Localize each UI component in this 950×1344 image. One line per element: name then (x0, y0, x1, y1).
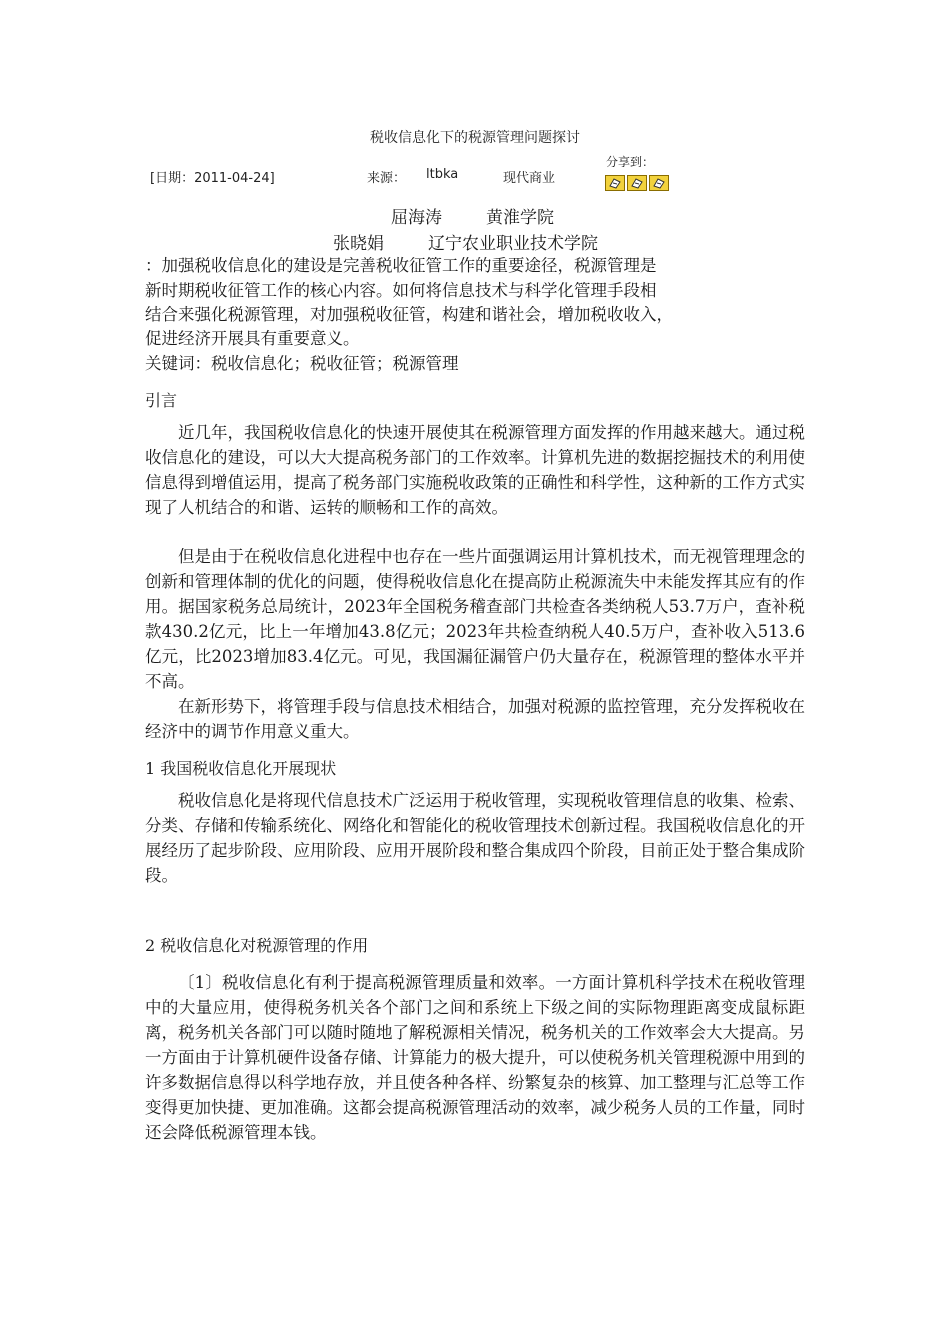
intro-heading: 引言 (145, 391, 178, 410)
abstract-line: 促进经济开展具有重要意义。 (145, 329, 360, 348)
source-value: ltbka (426, 167, 459, 182)
abstract-line: 新时期税收征管工作的核心内容。如何将信息技术与科学化管理手段相 (145, 281, 657, 300)
intro-paragraph-1: 近几年，我国税收信息化的快速开展使其在税源管理方面发挥的作用越来越大。通过税收信息化的建设，可以大大提高税务部门的工作效率。计算机先进的数据挖掘技术的利用使信息得到增值运用，提高了税务部门实施税收政策的正确性和科学性，这种新的工作方式实现了人机结合的和谐、运转的顺畅和工作的高效。 (145, 423, 805, 517)
abstract-line: 结合来强化税源管理，对加强税收征管，构建和谐社会，增加税收收入， (145, 305, 673, 324)
share-icon[interactable] (627, 175, 647, 191)
intro-paragraph-3: 在新形势下，将管理手段与信息技术相结合，加强对税源的监控管理，充分发挥税收在经济中的调节作用意义重大。 (145, 697, 805, 741)
publication-name: 现代商业 (503, 171, 556, 186)
keywords: 关键词：税收信息化；税收征管；税源管理 (145, 354, 459, 373)
share-icon[interactable] (649, 175, 669, 191)
section-2-paragraph: 〔1〕税收信息化有利于提高税源管理质量和效率。一方面计算机科学技术在税收管理中的大量应用，使得税务机关各个部门之间和系统上下级之间的实际物理距离变成鼠标距离，税务机关各部门可以随时随地了解税源相关情况，税务机关的工作效率会大大提高。另一方面由于计算机硬件设备存储、计算能力的极大提升，可以使税务机关管理税源中用到的许多数据信息得以科学地存放，并且使各种各样、纷繁复杂的核算、加工整理与汇总等工作变得更加快捷、更加准确。这都会提高税源管理活动的效率，减少税务人员的工作量，同时还会降低税源管理本钱。 (145, 973, 805, 1142)
article-title: 税收信息化下的税源管理问题探讨 (370, 130, 580, 146)
share-icon[interactable] (605, 175, 625, 191)
section-2-heading: 2 税收信息化对税源管理的作用 (145, 936, 369, 955)
share-icon-group (605, 175, 669, 191)
section-1-heading: 1 我国税收信息化开展现状 (145, 759, 337, 778)
author-2-name: 张晓娟 (333, 234, 384, 254)
author-1-name: 屈海涛 (391, 208, 442, 228)
author-2-affiliation: 辽宁农业职业技术学院 (428, 234, 598, 254)
intro-paragraph-2: 但是由于在税收信息化进程中也存在一些片面强调运用计算机技术，而无视管理理念的创新和管理体制的优化的问题，使得税收信息化在提高防止税源流失中未能发挥其应有的作用。据国家税务总局统计，2023年全国税务稽查部门共检查各类纳税人53.7万户，查补税款430.2亿元，比上一年增加43.8亿元；2023年共检查纳税人40.5万户，查补收入513.6亿元，比2023增加83.4亿元。可见，我国漏征漏管户仍大量存在，税源管理的整体水平并不高。 (145, 547, 805, 691)
author-1-affiliation: 黄淮学院 (486, 208, 554, 228)
section-1-paragraph: 税收信息化是将现代信息技术广泛运用于税收管理，实现税收管理信息的收集、检索、分类、存储和传输系统化、网络化和智能化的税收管理技术创新过程。我国税收信息化的开展经历了起步阶段、应用阶段、应用开展阶段和整合集成四个阶段，目前正处于整合集成阶段。 (145, 791, 805, 885)
abstract-line: ：加强税收信息化的建设是完善税收征管工作的重要途径，税源管理是 (145, 256, 657, 275)
share-label: 分享到： (606, 155, 655, 169)
article-date: [日期：2011-04-24] (150, 171, 275, 186)
source-label: 来源： (367, 171, 407, 186)
